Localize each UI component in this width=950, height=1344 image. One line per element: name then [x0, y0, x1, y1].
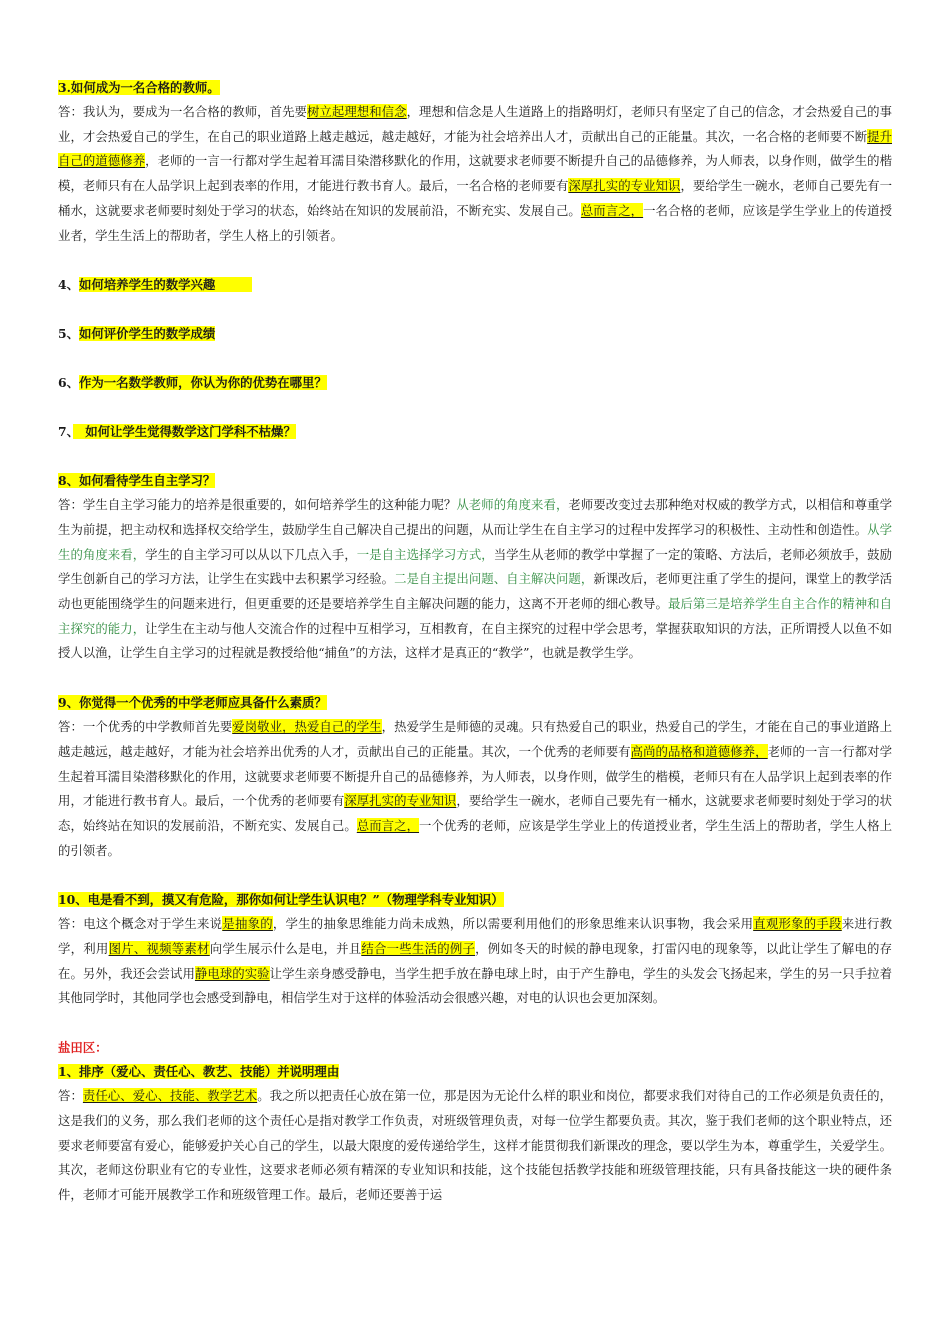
question-8-heading [58, 469, 892, 493]
answer-text-run: ，要给学生一碗水，老师自己要先有一桶水，这就要求老师要时刻处于学习的状态，始终站在知识的发展前沿，不断充实、发展自己。 [58, 793, 893, 833]
question-8-heading-text: 8、如何看待学生自主学习？ [58, 473, 216, 489]
question-yantian-1-heading [58, 1060, 892, 1084]
answer-text-run: 一个优秀的老师，应该是学生学业上的传道授业者，学生生活上的帮助者，学生人格上的引领者。 [58, 817, 893, 858]
answer-text-run: 来进行教学，利用 [58, 916, 893, 957]
question-6 [58, 371, 892, 395]
answer-text-run: ，例如冬天的时候的静电现象，打雷闪电的现象等，以此让学生了解电的存在。另外，我还会尝试用 [58, 941, 893, 981]
highlighted-key-phrase: 总而言之， [580, 202, 644, 218]
answer-text-run: 老师要改变过去那种绝对权威的教学方式，以相信和尊重学生为前提，把主动权和选择权交给学生，鼓励学生自己解决自己提出的问题，从而让学生在自主学习的过程中发挥学习的积极性、主动性和创造性。 [58, 497, 893, 537]
answer-text-run: 答：一个优秀的中学教师首先要 [58, 719, 233, 735]
question-3-answer [58, 100, 892, 248]
question-9-answer [58, 715, 892, 863]
question-9 [58, 691, 892, 863]
question-8-answer [58, 493, 892, 666]
answer-text-run: 当学生从老师的教学中掌握了一定的策略、方法后，老师必须放手，鼓励学生创新自己的学习方法，让学生在实践中去积累学习经验。 [58, 546, 893, 587]
question-8 [58, 469, 892, 666]
green-key-phrase: 从老师的角度来看， [456, 497, 569, 513]
answer-text-run: 答：电这个概念对于学生来说 [58, 916, 223, 932]
highlighted-key-phrase: 深厚扎实的专业知识 [568, 178, 681, 194]
question-3-heading [58, 76, 892, 100]
green-key-phrase: 最后第三是培养学生自主合作的精神和自主探究的能力， [58, 596, 893, 636]
question-6-text: 作为一名数学教师，你认为你的优势在哪里？ [79, 375, 327, 391]
green-key-phrase: 从学生的角度来看， [58, 521, 893, 562]
answer-text-run: ，学生的抽象思维能力尚未成熟，所以需要利用他们的形象思维来认识事物，我会采用 [272, 916, 754, 932]
question-5 [58, 322, 892, 346]
answer-text-run: ，要给学生一碗水，老师自己要先有一桶水，这就要求老师要时刻处于学习的状态，始终站在知识的发展前沿，不断充实、发展自己。 [58, 178, 893, 218]
question-10-heading-text: 10、电是看不到，摸又有危险，那你如何让学生认识电？”（物理学科专业知识） [58, 892, 504, 908]
answer-text-run: 向学生展示什么是电，并且 [209, 941, 362, 957]
answer-text-run: 让学生亲身感受静电，当学生把手放在静电球上时，由于产生静电，学生的头发会飞扬起来，学生的另一只手拉着其他同学时，其他同学也会感受到静电，相信学生对于这样的体验活动会很感兴趣，对电的认识也会更加深刻。 [58, 965, 893, 1006]
district-heading: 盐田区： [58, 1040, 108, 1056]
question-yantian-1 [58, 1060, 892, 1208]
answer-text-run: 老师的一言一行都对学生起着耳濡目染潜移默化的作用，这就要求老师要不断提升自己的品德修养，为人师表，以身作则，做学生的楷模，老师只有在人品学识上起到表率的作用，才能进行教书育人。最后，一个优秀的老师要有 [58, 743, 893, 809]
highlighted-key-phrase: 爱岗敬业，热爱自己的学生 [232, 719, 382, 735]
answer-text-run: 新课改后，老师更注重了学生的提问，课堂上的教学活动也更能围绕学生的问题来进行，但更重要的还是要培养学生自主解决问题的能力，这离不开老师的细心教导。 [58, 571, 893, 612]
highlighted-key-phrase: 静电球的实验 [194, 965, 270, 981]
question-yantian-1-answer [58, 1084, 892, 1208]
question-6-number: 6、 [58, 375, 80, 391]
highlighted-key-phrase: 高尚的品格和道德修养， [630, 743, 768, 759]
question-3 [58, 76, 892, 248]
green-key-phrase: 二是自主提出问题、自主解决问题， [394, 571, 594, 587]
highlighted-key-phrase: 直观形象的手段 [753, 916, 842, 932]
answer-text-run: ，热爱学生是师德的灵魂。只有热爱自己的职业，热爱自己的学生，才能在自己的事业道路上越走越远，越走越好，才能为社会培养出优秀的人才，贡献出自己的正能量。其次，一个优秀的老师要有 [58, 719, 893, 759]
highlighted-key-phrase: 树立起理想和信念 [306, 104, 407, 119]
highlighted-key-phrase: 深厚扎实的专业知识 [344, 793, 457, 809]
question-10-heading [58, 888, 892, 912]
question-5-text: 如何评价学生的数学成绩 [79, 326, 216, 342]
question-yantian-1-heading-text: 1、排序（爱心、责任心、教艺、技能）并说明理由 [58, 1064, 340, 1080]
question-9-heading [58, 691, 892, 715]
highlighted-key-phrase: 图片、视频等素材 [108, 941, 210, 957]
green-key-phrase: 一是自主选择学习方式， [356, 546, 494, 562]
answer-text-run: ，老师的一言一行都对学生起着耳濡目染潜移默化的作用，这就要求老师要不断提升自己的品德修养，为人师表，以身作则，做学生的楷模，老师只有在人品学识上起到表率的作用，才能进行教书育人。最后，一名合格的老师要有 [58, 153, 892, 194]
highlighted-key-phrase: 结合一些生活的例子 [361, 941, 476, 957]
answer-text-run: 学生的自主学习可以从以下几点入手， [145, 546, 357, 562]
question-5-number: 5、 [58, 326, 80, 342]
question-4-text: 如何培养学生的数学兴趣 [79, 277, 252, 292]
answer-text-run: 答：我认为，要成为一名合格的教师，首先要 [58, 104, 307, 119]
highlighted-key-phrase: 责任心、爱心、技能、教学艺术 [82, 1088, 258, 1104]
answer-text-run: 答： [58, 1088, 83, 1104]
highlighted-key-phrase: 提升自己的道德修养 [58, 128, 893, 169]
question-4-number: 4、 [58, 277, 80, 293]
question-4 [58, 273, 892, 297]
answer-text-run: 答：学生自主学习能力的培养是很重要的，如何培养学生的这种能力呢？ [58, 497, 457, 513]
question-7-text: 如何让学生觉得数学这门学科不枯燥？ [72, 424, 296, 440]
answer-text-run: 一名合格的老师，应该是学生学业上的传道授业者，学生生活上的帮助者，学生人格上的引领者。 [58, 202, 893, 243]
question-7-number: 7、 [58, 424, 73, 440]
question-7 [58, 420, 892, 444]
question-10 [58, 888, 892, 1011]
question-3-heading-text: 3.如何成为一名合格的教师。 [58, 80, 220, 95]
question-10-answer [58, 912, 892, 1011]
question-9-heading-text: 9、你觉得一个优秀的中学老师应具备什么素质？ [58, 695, 327, 711]
highlighted-key-phrase: 是抽象的 [222, 916, 273, 932]
answer-text-run: 让学生在主动与他人交流合作的过程中互相学习，互相教育，在自主探究的过程中学会思考，掌握获取知识的方法，正所谓授人以鱼不如授人以渔，让学生自主学习的过程就是教授给他“捕鱼”的方法，这样才是真正的“教学”，也就是教学生学。 [58, 620, 892, 661]
highlighted-key-phrase: 总而言之， [356, 817, 420, 833]
answer-text-run: 。我之所以把责任心放在第一位，那是因为无论什么样的职业和岗位，都要求我们对待自己的工作必须是负责任的，这是我们的义务，那么我们老师的这个责任心是指对教学工作负责，对班级管理负责，对每一位学生都要负责。其次，鉴于我们老师的这个职业特点，还要求老师要富有爱心，能够爱护关心自己的学生，以最大限度的爱传递给学生，这样才能贯彻我们新课改的理念，要以学生为本，尊重学生，关爱学生。其次，老师这份职业有它的专业性，这要求老师必须有精深的专业知识和技能，这个技能包括教学技能和班级管理技能，只有具备技能这一块的硬件条件，老师才可能开展教学工作和班级管理工作。最后，老师还要善于运 [58, 1088, 893, 1202]
answer-text-run: ，理想和信念是人生道路上的指路明灯，老师只有坚定了自己的信念，才会热爱自己的事业，才会热爱自己的学生，在自己的职业道路上越走越远，越走越好，才能为社会培养出人才，贡献出自己的正能量。其次，一名合格的老师要不断 [58, 104, 893, 144]
